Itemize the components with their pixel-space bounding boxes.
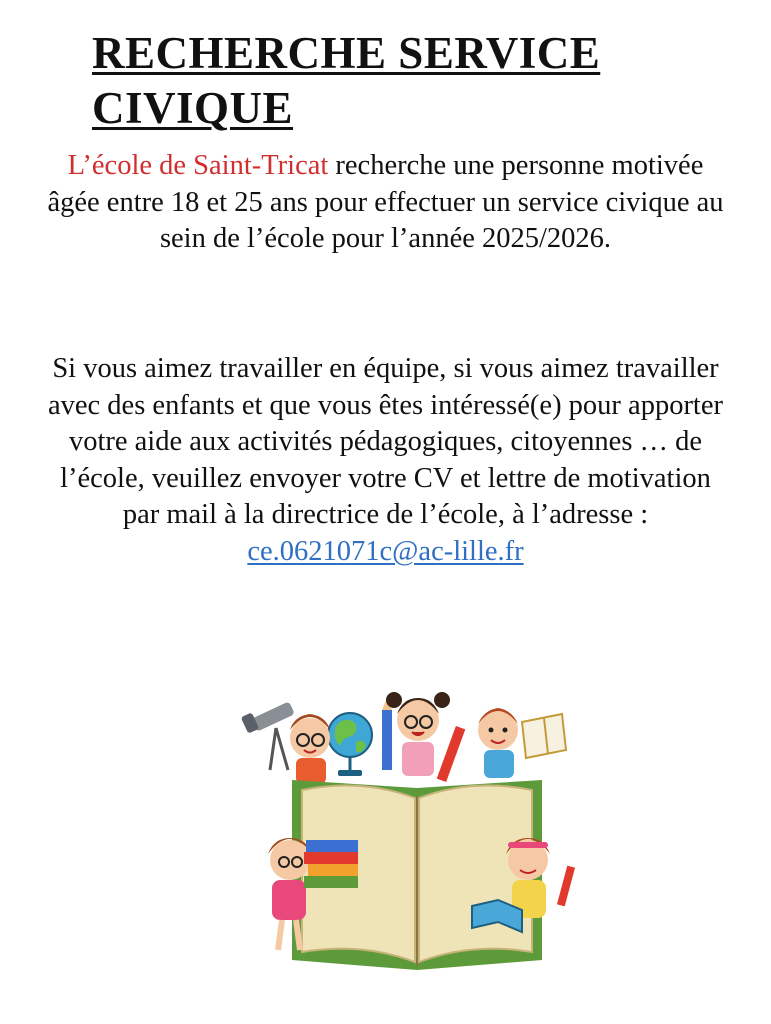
globe-icon xyxy=(328,713,372,776)
page-title xyxy=(92,26,732,136)
title-line-2: CIVIQUE xyxy=(92,83,294,133)
school-name: L’école de Saint-Tricat xyxy=(67,150,329,181)
intro-text: recherche une personne motivée âgée entre 18 et 25 ans pour effectuer un service civique au sein de l’école pour l’année 2025/2026. xyxy=(47,150,724,255)
children-reading-book-illustration xyxy=(232,670,602,990)
child-with-book xyxy=(478,708,566,778)
details-paragraph xyxy=(40,351,731,571)
child-with-pigtails xyxy=(386,692,450,776)
details-text: Si vous aimez travailler en équipe, si vous aimez travailler avec des enfants et que vous êtes intéressé(e) pour apporter votre aide aux activités pédagogiques, citoyennes … de l’école, veuillez envoyer votre CV et lettre de motivation par mail à la directrice de l’école, à l’adresse : xyxy=(47,353,723,531)
telescope-icon xyxy=(241,701,295,770)
intro-paragraph xyxy=(40,148,731,258)
title-line-1: RECHERCHE SERVICE xyxy=(92,28,601,78)
email-link[interactable]: ce.0621071c@ac-lille.fr xyxy=(247,535,524,567)
child-with-glasses xyxy=(290,714,330,784)
